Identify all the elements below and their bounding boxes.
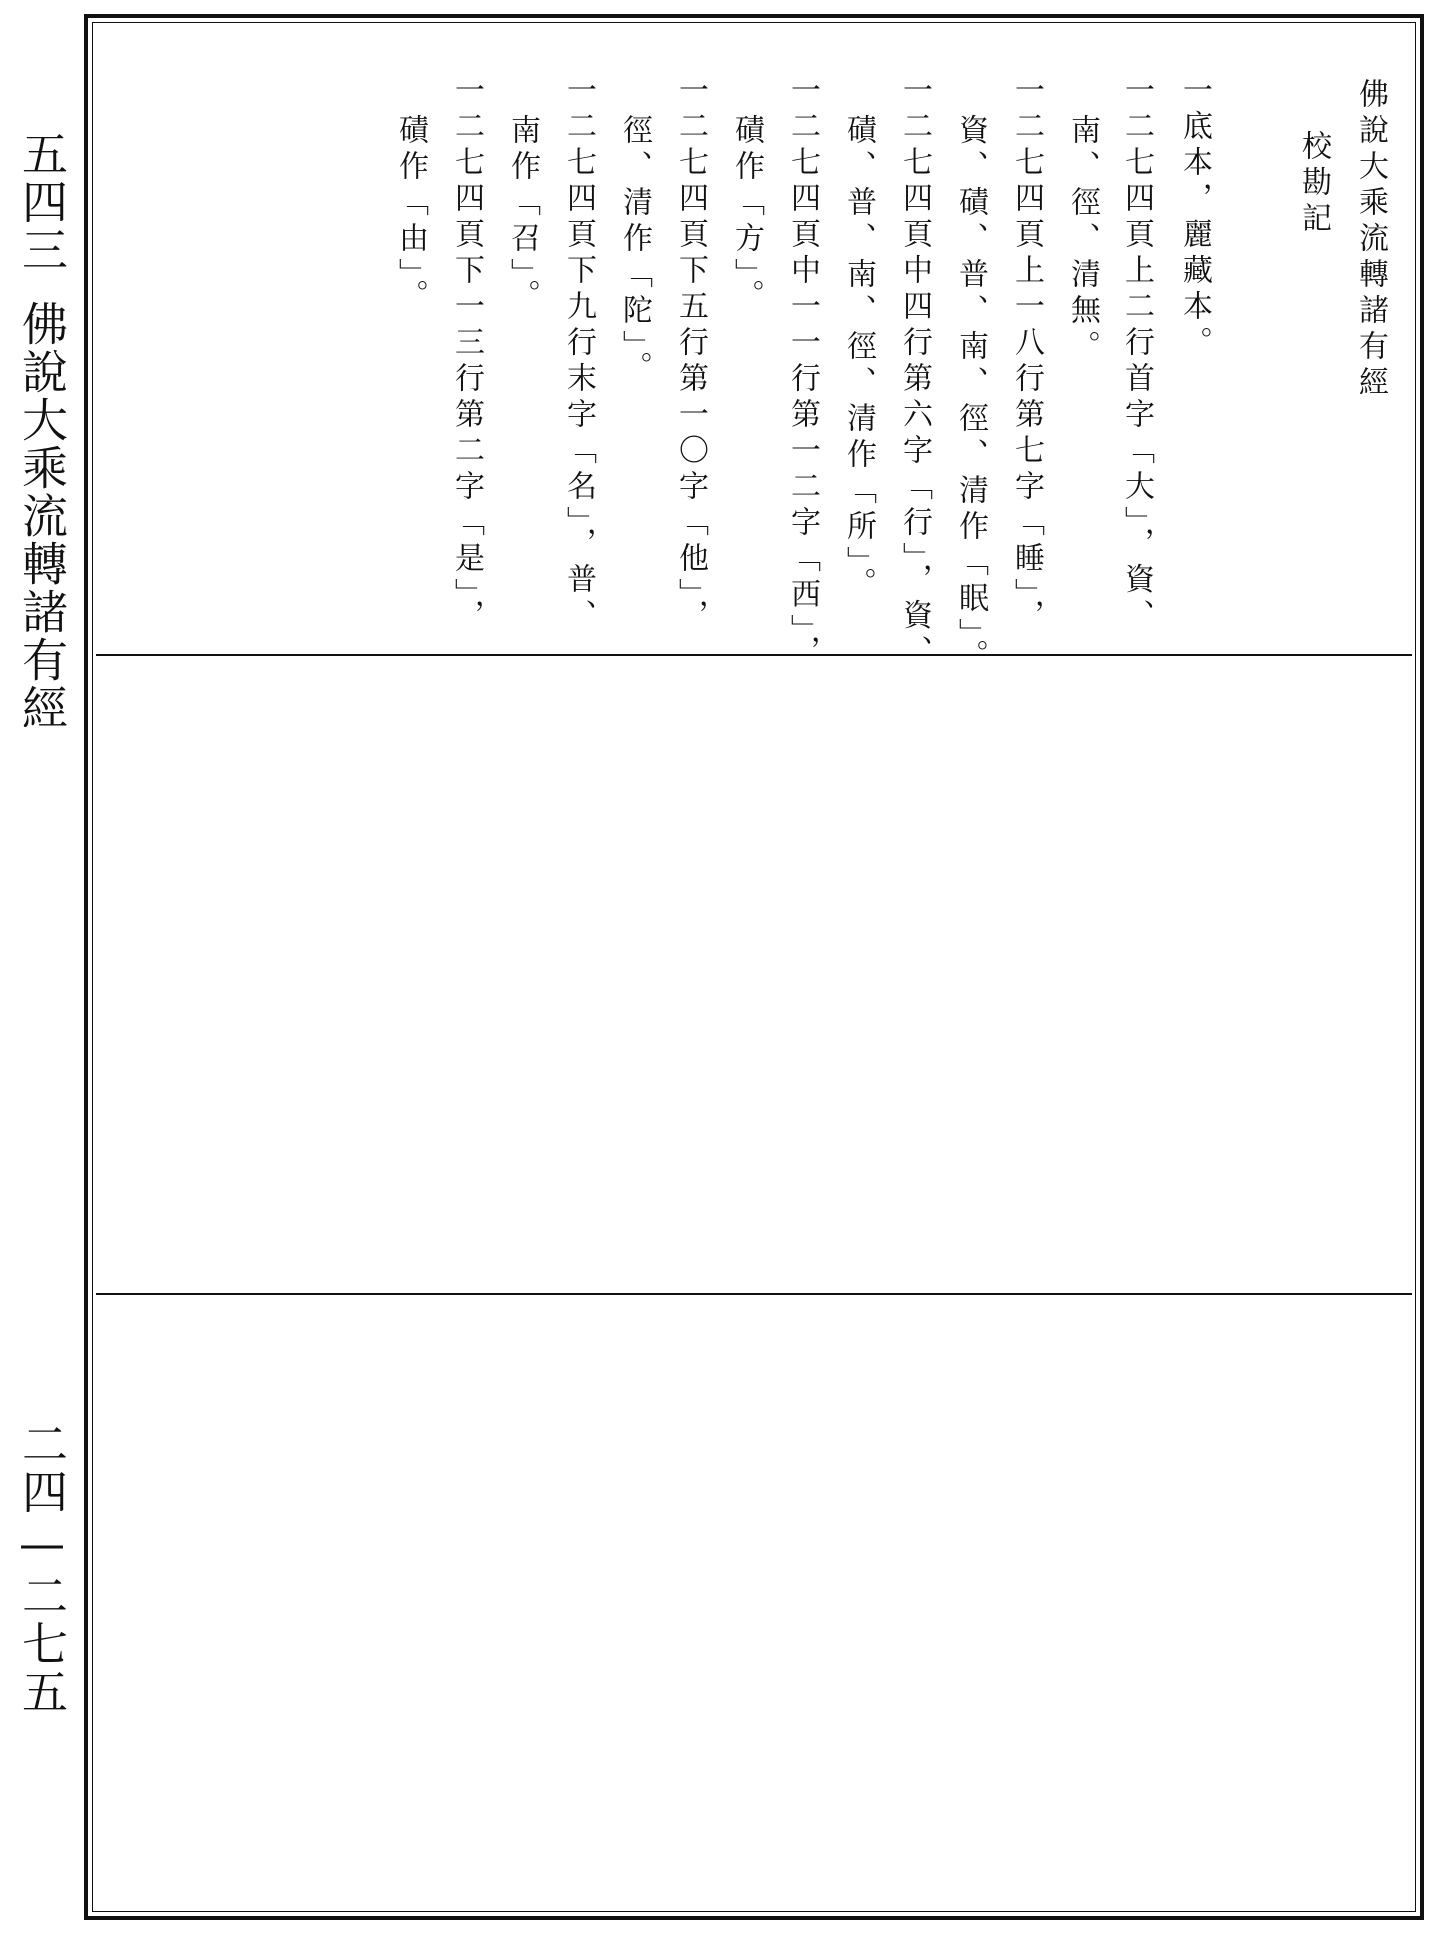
note-marker: 一 [785, 74, 820, 110]
margin-sutra-title: 佛說大乘流轉諸有經 [15, 300, 69, 732]
note-text: 二七四頁下九行末字「名」，普、 [561, 110, 596, 635]
note-column [1174, 74, 1214, 362]
note-marker: 一 [1009, 74, 1044, 110]
note-text: 磧作「方」。 [729, 114, 764, 315]
note-marker: 一 [897, 74, 932, 110]
note-text: 南作「召」。 [505, 114, 540, 315]
note-marker: 一 [1119, 74, 1154, 110]
note-column [894, 74, 934, 671]
document-subtitle: 校勘記 [1296, 130, 1331, 238]
note-text: 二七四頁上二行首字「大」，資、 [1119, 110, 1154, 635]
note-text: 磧、普、南、徑、清作「所」。 [841, 114, 876, 603]
page-frame [84, 14, 1424, 1920]
section-divider-lower [96, 1293, 1412, 1295]
note-text: 二七四頁下五行第一〇字「他」， [673, 110, 708, 635]
note-text: 徑、清作「陀」。 [617, 114, 652, 387]
note-column-continuation [838, 114, 878, 603]
note-column-continuation [502, 114, 542, 315]
note-column-continuation [726, 114, 766, 315]
note-column [1116, 74, 1156, 635]
note-text: 二七四頁上一八行第七字「睡」， [1009, 110, 1044, 635]
section-divider-upper [96, 654, 1412, 656]
note-column [670, 74, 710, 635]
note-text: 磧作「由」。 [393, 114, 428, 315]
note-text: 底本，麗藏本。 [1177, 110, 1212, 362]
note-marker: 一 [449, 74, 484, 110]
note-column [1006, 74, 1046, 635]
note-marker: 一 [561, 74, 596, 110]
note-text: 二七四頁中一一行第一二字「西」， [785, 110, 820, 671]
note-column-continuation [614, 114, 654, 387]
note-column-continuation [950, 114, 990, 675]
note-text: 二七四頁中四行第六字「行」，資、 [897, 110, 932, 671]
note-text: 二七四頁下一三行第二字「是」， [449, 110, 484, 635]
note-text: 南、徑、清無。 [1065, 114, 1100, 366]
note-column [782, 74, 822, 671]
note-column-continuation [1062, 114, 1102, 366]
document-title: 佛說大乘流轉諸有經 [1353, 78, 1388, 402]
note-column-continuation [390, 114, 430, 315]
page-reference: 五四三 [15, 130, 69, 274]
note-marker: 一 [673, 74, 708, 110]
note-column [446, 74, 486, 635]
folio-number: 二四—二七五 [15, 1420, 69, 1716]
note-marker: 一 [1177, 74, 1212, 110]
note-text: 資、磧、普、南、徑、清作「眠」。 [953, 114, 988, 675]
note-column [558, 74, 598, 635]
